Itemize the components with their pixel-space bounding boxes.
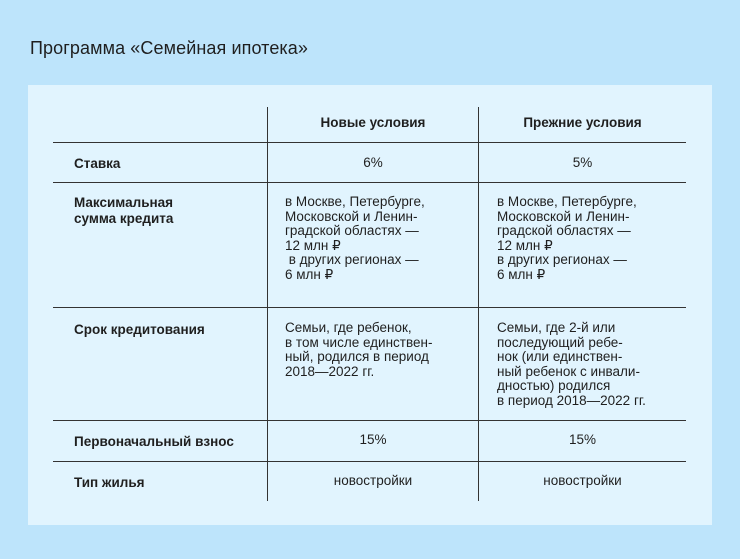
row-divider [53, 182, 686, 183]
rate-new: 6% [363, 155, 383, 170]
page-title: Программа «Семейная ипотека» [30, 38, 309, 58]
row-label-line: Максимальная [74, 195, 174, 210]
row-label-rate: Ставка [74, 156, 121, 171]
down-payment-old: 15% [568, 432, 597, 447]
max-loan-old-regions: в других регионах — 6 млн ₽ [497, 252, 627, 282]
max-loan-old-cities: в Москве, Петербурге, Московской и Ленин- градской областях — 12 млн ₽ [497, 194, 637, 253]
max-loan-new-regions: в других регионах — 6 млн ₽ [285, 252, 419, 282]
row-divider [53, 420, 686, 421]
conditions-table [28, 85, 712, 525]
max-loan-new [285, 195, 475, 282]
rate-old: 5% [572, 155, 593, 170]
row-label-line: сумма кредита [74, 210, 174, 226]
row-label-max-loan [74, 195, 173, 226]
column-header-old: Прежние условия [523, 115, 642, 130]
term-new: Семьи, где ребенок, в том числе единствен- ный, родился в период 2018—2022 гг. [285, 320, 433, 379]
max-loan-new-cities: в Москве, Петербурге, Московской и Ленин- градской областях — 12 млн ₽ [285, 194, 425, 253]
column-header-new: Новые условия [320, 115, 426, 130]
max-loan-old [497, 195, 687, 282]
row-divider [53, 461, 686, 462]
row-divider [53, 307, 686, 308]
down-payment-new: 15% [359, 432, 387, 447]
row-label-down-payment: Первоначальный взнос [74, 434, 234, 449]
row-label-housing-type: Тип жилья [74, 475, 145, 490]
term-old: Семьи, где 2-й или последующий ребе- нок (или единствен- ный ребенок с инвали- дностью) родился в период 2018—2022 гг. [497, 320, 646, 408]
row-label-term: Срок кредитования [74, 322, 205, 337]
housing-type-new: новостройки [333, 473, 413, 488]
row-divider [53, 142, 686, 143]
housing-type-old: новостройки [543, 473, 622, 488]
